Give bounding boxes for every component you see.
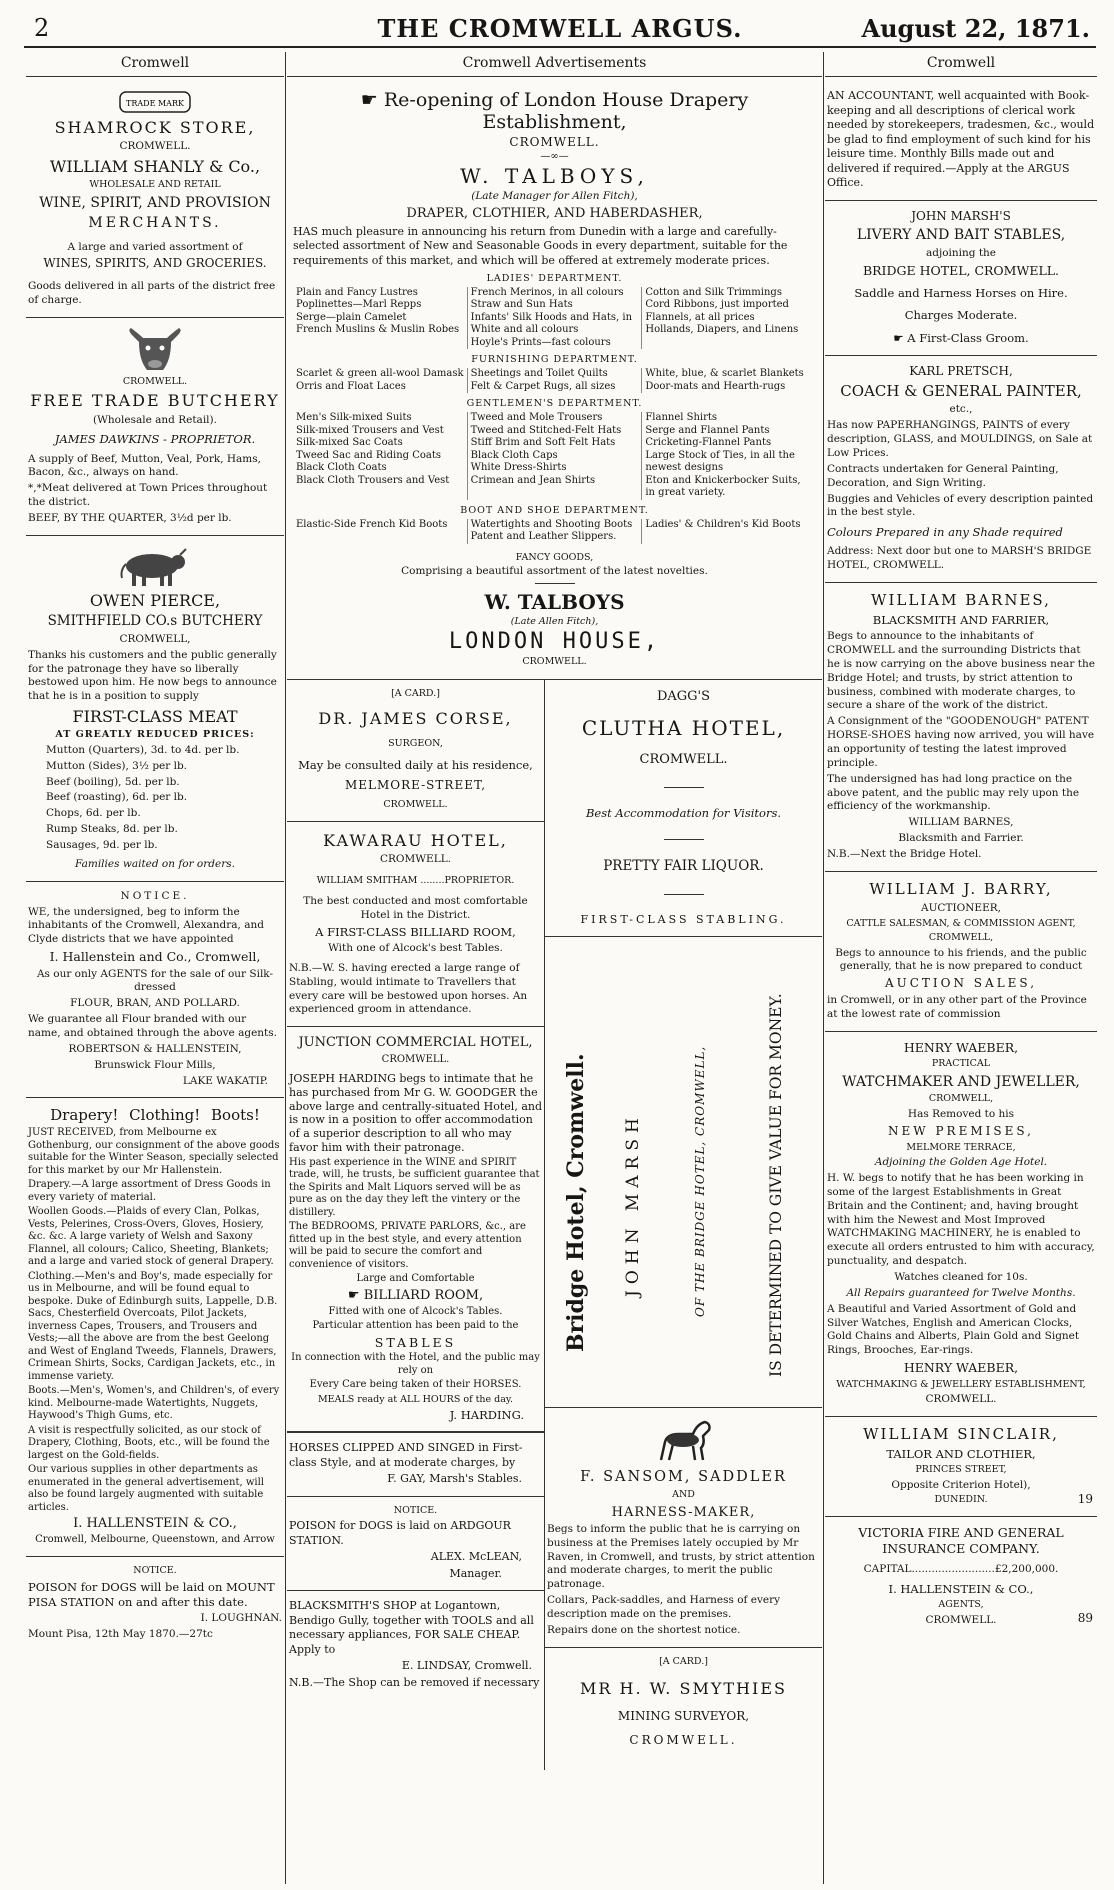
junction-tables: Fitted with one of Alcock's Tables. [328, 1305, 503, 1317]
butchery-supply: A supply of Beef, Mutton, Veal, Pork, Hams, Bacon, &c., always on hand. [28, 452, 261, 479]
ad-number: 19 [1077, 1492, 1093, 1507]
blacksmith-signature: E. LINDSAY, Cromwell. [401, 1659, 532, 1673]
barnes-consign: A Consignment of the "GOODENOUGH" PATENT HORSE-SHOES having now arrived, you will have an opportunity of testing the latest improved principle. [827, 715, 1095, 769]
pretsch-title: COACH & GENERAL PAINTER, [840, 381, 1082, 400]
furnishing-col: Sheetings and Toilet Quilts Felt & Carpet Rugs, all sizes [467, 368, 642, 393]
barry-auctioneer-ad [825, 872, 1097, 1032]
pretsch-body: Has now PAPERHANGINGS, PAINTS of every description, GLASS, and MOULDINGS, on Sale at Low Prices. [827, 419, 1093, 459]
price-line: Mutton (Sides), 3½ per lb. [46, 759, 188, 772]
smithfield-title: SMITHFIELD CO.s BUTCHERY [47, 613, 263, 630]
clutha-title: CLUTHA HOTEL, [581, 716, 786, 741]
junction-meals: MEALS ready at ALL HOURS of the day. [317, 1393, 514, 1405]
corse-role: SURGEON, [388, 737, 443, 749]
horse-icon [649, 1416, 719, 1466]
waeber-premises: NEW PREMISES, [888, 1123, 1034, 1138]
barnes-signature-role: Blacksmith and Farrier. [898, 832, 1024, 845]
price-line: Chops, 6d. per lb. [46, 807, 141, 820]
marsh-groom-label: A First-Class Groom. [907, 330, 1029, 345]
sinclair-tailor-ad [825, 1417, 1097, 1517]
accountant-ad [825, 81, 1097, 201]
barnes-body: Begs to announce to the inhabitants of CROMWELL and the surrounding Districts that he is now carrying on the above business near the Bridge Hotel; and trusts, by strict attention to business, combined with moderate charges, to secure a share of the work of the district. [827, 630, 1095, 712]
furnishing-dept-list [293, 368, 816, 393]
flour-notice-guarantee: We guarantee all Flour branded with our name, and obtained through the above agents. [28, 1013, 277, 1040]
london-intro: HAS much pleasure in announcing his return from Dunedin with a large and carefully-selected assortment of New and Seasonable Goods in every department, suitable for the requirements of this market, and which will be offered at extremely moderate prices. [293, 225, 788, 267]
junction-signature: J. HARDING. [449, 1407, 524, 1422]
divider [535, 583, 575, 584]
smythies-card-ad [545, 1648, 822, 1758]
shamrock-store-ad [26, 81, 284, 318]
waeber-practical: PRACTICAL [931, 1058, 991, 1070]
waeber-name: HENRY WAEBER, [903, 1039, 1019, 1055]
bottle-label-icon [118, 89, 192, 115]
furnishing-col: Scarlet & green all-wool Damask Orris and Float Laces [296, 368, 464, 392]
drapery-banner: Drapery! Clothing! Boots! [50, 1106, 260, 1125]
smithfield-town: CROMWELL, [119, 632, 191, 645]
victoria-title: VICTORIA FIRE AND GENERAL INSURANCE COMPANY. [858, 1524, 1064, 1557]
sansom-saddler-ad [545, 1408, 822, 1648]
butchery-town: CROMWELL. [122, 375, 188, 387]
waeber-body: H. W. begs to notify that he has been working in some of the largest Establishments in Great Britain and the Continent; and, having brought with him the Newest and Most Improved WATCHMAKING MACHINERY, he is enabled to execute all orders entrusted to him with accuracy, punctuality, and despatch. [827, 1171, 1095, 1268]
kawarau-hotel-ad [287, 822, 544, 1028]
london-house-headline [293, 89, 816, 133]
shamrock-trade: WHOLESALE AND RETAIL [89, 179, 221, 191]
shamrock-title: SHAMROCK STORE, [54, 118, 256, 137]
junction-stables: STABLES [374, 1334, 457, 1350]
pointing-hand-icon: ☛ [360, 89, 378, 111]
right-column-heading: Cromwell [825, 52, 1097, 77]
flour-notice-place: LAKE WAKATIP. [182, 1074, 268, 1087]
gay-signature: F. GAY, Marsh's Stables. [387, 1472, 522, 1486]
ardgour-role: Manager. [449, 1566, 502, 1580]
price-line: Beef (boiling), 5d. per lb. [46, 775, 180, 788]
hallenstein-drapery-ad [26, 1098, 284, 1557]
shamrock-delivery: Goods delivered in all parts of the district free of charge. [28, 280, 276, 307]
junction-connection: In connection with the Hotel, and the public may rely on [291, 1352, 540, 1376]
junction-town: CROMWELL. [381, 1053, 450, 1065]
corse-body: May be consulted daily at his residence, [298, 758, 533, 773]
ladies-dept-list [293, 287, 816, 350]
accountant-body: AN ACCOUNTANT, well acquainted with Book-keeping and all descriptions of clerical work needed by storekeepers, tradesmen, &c., would be glad to find employment of such kind for his leisure time. Monthly Bills made out and delivered if required.—Apply at the ARGUS Office. [827, 89, 1095, 190]
divider [664, 839, 704, 840]
marsh-stables-ad [825, 201, 1097, 356]
barry-role: AUCTIONEER, [921, 901, 1001, 914]
gentlemen-dept-list [293, 412, 816, 500]
shamrock-town: CROMWELL. [119, 140, 191, 153]
waeber-watchmaker-ad [825, 1032, 1097, 1417]
pointing-hand-icon: ☛ [347, 1287, 360, 1303]
pretsch-colours: Colours Prepared in any Shade required [827, 525, 1063, 540]
junction-wine: His past experience in the WINE and SPIRIT trade, will, he trusts, be sufficient guarantee that the Spirits and Malt Liquors served will be as pure as on the day they left the vintery or the distillery. [289, 1156, 540, 1218]
smithfield-families: Families waited on for orders. [75, 857, 235, 870]
price-line: Sausages, 9d. per lb. [46, 838, 158, 851]
barnes-blacksmith-ad [825, 583, 1097, 872]
clutha-liquor: PRETTY FAIR LIQUOR. [603, 857, 764, 874]
smithfield-body: Thanks his customers and the public generally for the patronage they have so liberally bestowed upon him. He now begs to announce that he is in a position to supply [28, 648, 277, 703]
marsh-charges: Charges Moderate. [904, 308, 1018, 323]
gentlemen-col: Flannel Shirts Serge and Flannel Pants Cricketing-Flannel Pants Large Stock of Ties, in all the newest designs Eton and Knickerbocker Suits, in great variety. [641, 412, 816, 500]
flour-notice-ad [26, 882, 284, 1099]
kawarau-title: KAWARAU HOTEL, [323, 830, 508, 850]
london-house-town: CROMWELL. [522, 655, 587, 667]
victoria-agent: I. HALLENSTEIN & CO., [888, 1581, 1034, 1596]
smithfield-name: OWEN PIERCE, [89, 590, 221, 610]
corse-card-label: [A CARD.] [391, 687, 440, 699]
butchery-meat: *,*Meat delivered at Town Prices throughout the district. [28, 482, 268, 509]
ardgour-name: ALEX. McLEAN, [430, 1550, 522, 1564]
corse-town: CROMWELL. [383, 799, 448, 811]
bridge-value: IS DETERMINED TO GIVE VALUE FOR MONEY. [767, 993, 785, 1378]
clutha-owner: DAGG'S [656, 688, 711, 704]
price-line: Mutton (Quarters), 3d. to 4d. per lb. [46, 743, 240, 756]
kawarau-body: The best conducted and most comfortable Hotel in the District. [303, 895, 528, 921]
sinclair-town: DUNEDIN. [934, 1494, 988, 1506]
sinclair-opposite: Opposite Criterion Hotel), [891, 1478, 1031, 1491]
london-late: (Late Manager for Allen Fitch), [471, 190, 638, 202]
waeber-adjoining: Adjoining the Golden Age Hotel. [874, 1156, 1048, 1169]
kawarau-prop: WILLIAM SMITHAM ........PROPRIETOR. [316, 874, 515, 886]
drapery-firm: I. HALLENSTEIN & CO., [73, 1516, 237, 1532]
price-line: Rump Steaks, 8d. per lb. [46, 823, 178, 836]
pretsch-name: KARL PRETSCH, [909, 363, 1013, 378]
pisa-notice-name: I. LOUGHNAN. [200, 1611, 282, 1624]
shamrock-merchants-1: WINE, SPIRIT, AND PROVISION [39, 194, 271, 211]
kawarau-town: CROMWELL. [379, 852, 452, 865]
junction-hotel-ad [287, 1027, 544, 1432]
sansom-repairs: Repairs done on the shortest notice. [547, 1623, 741, 1636]
drapery-drapery: Drapery.—A large assortment of Dress Goods in every variety of material. [28, 1179, 271, 1203]
bull-icon [118, 544, 192, 588]
gentlemen-col: Men's Silk-mixed Suits Silk-mixed Trousers and Vest Silk-mixed Sac Coats Tweed Sac and Riding Coats Black Cloth Coats Black Cloth Trousers and Vest [296, 412, 450, 486]
sinclair-title: WILLIAM SINCLAIR, [863, 1425, 1059, 1444]
smithfield-meat: FIRST-CLASS MEAT [72, 707, 238, 727]
flourish-icon: —∞— [540, 151, 569, 162]
corse-card-ad [287, 680, 544, 822]
furnishing-col: White, blue, & scarlet Blankets Door-mats and Hearth-rugs [641, 368, 816, 393]
waeber-terrace: MELMORE TERRACE, [906, 1141, 1016, 1153]
barnes-undersigned: The undersigned has had long practice on the above patent, and the public may rely upon the efficiency of the workmanship. [827, 772, 1080, 813]
shamrock-stock-1: A large and varied assortment of [67, 240, 243, 253]
flour-notice-products: FLOUR, BRAN, AND POLLARD. [70, 997, 240, 1010]
ardgour-body: POISON for DOGS is laid on ARDGOUR STATION. [289, 1519, 511, 1547]
pisa-notice-body: POISON for DOGS will be laid on MOUNT PISA STATION on and after this date. [28, 1579, 275, 1609]
ardgour-notice-ad [287, 1497, 544, 1592]
smithfield-reduced: AT GREATLY REDUCED PRICES: [55, 729, 255, 741]
barnes-signature: WILLIAM BARNES, [908, 816, 1014, 829]
pretsch-contracts: Contracts undertaken for General Painting, Decoration, and Sign Writing. [827, 462, 1059, 489]
butchery-proprietor: JAMES DAWKINS - PROPRIETOR. [54, 432, 256, 447]
junction-rooms: The BEDROOMS, PRIVATE PARLORS, &c., are fitted up in the best style, and every attention will be paid to secure the comfort and convenience of visitors. [289, 1221, 526, 1270]
fancy-goods-title: FANCY GOODS, [515, 551, 594, 563]
bridge-of-hotel: OF THE BRIDGE HOTEL, CROMWELL, [693, 1045, 707, 1318]
flour-notice-mills: Brunswick Flour Mills, [94, 1058, 216, 1071]
barnes-nb: N.B.—Next the Bridge Hotel. [827, 848, 982, 861]
victoria-town: CROMWELL. [925, 1613, 997, 1626]
masthead [24, 10, 1096, 48]
smythies-role: MINING SURVEYOR, [617, 1709, 750, 1724]
barnes-title: WILLIAM BARNES, [871, 591, 1051, 610]
middle-column-heading: Cromwell Advertisements [287, 52, 822, 77]
middle-left-subcolumn [287, 680, 545, 1770]
sansom-title: F. SANSOM, SADDLER [580, 1469, 787, 1486]
victoria-agents: AGENTS, [938, 1598, 984, 1610]
gay-body: HORSES CLIPPED AND SINGED in First-class Style, and at moderate charges, by [289, 1441, 523, 1469]
pretsch-etc: etc., [949, 403, 973, 416]
clutha-town: CROMWELL. [639, 752, 728, 768]
divider [664, 894, 704, 895]
barry-sub: CATTLE SALESMAN, & COMMISSION AGENT, [846, 917, 1076, 929]
junction-title: JUNCTION COMMERCIAL HOTEL, [298, 1035, 533, 1051]
junction-particular: Particular attention has been paid to the [312, 1320, 519, 1332]
shamrock-merchants-2: MERCHANTS. [88, 215, 222, 232]
pisa-dogs-notice [26, 1557, 284, 1651]
pretsch-buggies: Buggies and Vehicles of every description painted in the best style. [827, 492, 1094, 519]
boot-col: Elastic-Side French Kid Boots [296, 518, 448, 530]
junction-large: Large and Comfortable [356, 1273, 475, 1285]
london-signature: W. TALBOYS [484, 589, 625, 614]
bridge-hotel-name: Bridge Hotel, Cromwell. [563, 1053, 589, 1353]
ox-head-icon [125, 326, 185, 374]
junction-care: Every Care being taken of their HORSES. [309, 1379, 522, 1391]
london-town: CROMWELL. [509, 135, 600, 149]
blacksmith-nb: N.B.—The Shop can be removed if necessary [289, 1675, 540, 1689]
newspaper-title: THE CROMWELL ARGUS. [377, 14, 743, 43]
gentlemen-col: Tweed and Mole Trousers Tweed and Stitched-Felt Hats Stiff Brim and Soft Felt Hats Black Cloth Caps White Dress-Shirts Crimean and Jean Shirts [467, 412, 642, 500]
middle-subcolumns [287, 679, 822, 1770]
shamrock-owner: WILLIAM SHANLY & Co., [49, 156, 261, 176]
smythies-card-label: [A CARD.] [659, 1655, 708, 1667]
ladies-dept-title: LADIES' DEPARTMENT. [486, 272, 623, 284]
furnishing-dept-title: FURNISHING DEPARTMENT. [471, 354, 638, 366]
marsh-adjoining: adjoining the [925, 246, 997, 259]
drapery-visit: A visit is respectfully solicited, as our stock of Drapery, Clothing, Boots, etc., will be found the largest on the Gold-fields. [28, 1424, 270, 1461]
column-rule-1 [285, 52, 286, 1884]
barnes-trade: BLACKSMITH AND FARRIER, [872, 612, 1050, 627]
butchery-subtitle: (Wholesale and Retail). [93, 413, 217, 426]
marsh-owner: JOHN MARSH'S [911, 208, 1011, 223]
pointing-hand-icon: ☛ [893, 330, 904, 345]
drapery-towns: Cromwell, Melbourne, Queenstown, and Arrow [35, 1534, 275, 1546]
drapery-intro: JUST RECEIVED, from Melbourne ex Gothenburg, our consignment of the above goods suitable for the Winter Season, specially selected for this market by our Mr Hallenstein. [28, 1127, 280, 1176]
marsh-hotel: BRIDGE HOTEL, CROMWELL. [862, 262, 1060, 278]
clutha-accom: Best Accommodation for Visitors. [585, 805, 782, 820]
flour-notice-firm: ROBERTSON & HALLENSTEIN, [68, 1042, 242, 1055]
ardgour-title: NOTICE. [393, 1504, 438, 1516]
pisa-notice-title: NOTICE. [133, 1564, 177, 1576]
waeber-signature-town: CROMWELL. [925, 1393, 997, 1406]
sinclair-street: PRINCES STREET, [915, 1464, 1007, 1476]
corse-street: MELMORE-STREET, [344, 778, 487, 793]
waeber-assortment: A Beautiful and Varied Assortment of Gold and Silver Watches, English and American Clocks, Gold Chains and Alberts, Plain Gold and Signet Rings, Brooches, Ear-rings. [827, 1302, 1080, 1357]
left-column [26, 52, 284, 1884]
clutha-stabling: FIRST-CLASS STABLING. [580, 912, 787, 926]
kawarau-tables: With one of Alcock's best Tables. [328, 941, 503, 954]
butchery-title: FREE TRADE BUTCHERY [30, 391, 280, 411]
sansom-body: Begs to inform the public that he is carrying on business at the Premises lately occupied by Mr Raven, in Cromwell, and trusts, by strict attention and moderate charges, to merit the public patronage. [547, 1522, 815, 1591]
marsh-title: LIVERY AND BAIT STABLES, [856, 227, 1066, 244]
barry-sales: AUCTION SALES, [884, 976, 1038, 991]
price-line: Beef (roasting), 6d. per lb. [46, 791, 188, 804]
ladies-col: French Merinos, in all colours Straw and Sun Hats Infants' Silk Hoods and Hats, in White and all colours Hoyle's Prints—fast colours [467, 287, 642, 350]
junction-intro: JOSEPH HARDING begs to intimate that he has purchased from Mr G. W. GOODGER the above large and centrally-situated Hotel, and is now in a position to offer accommodation of a superior description to all who may favor him with their patronage. [289, 1072, 542, 1154]
pretsch-address: Address: Next door but one to MARSH'S BRIDGE HOTEL, CROMWELL. [827, 545, 1092, 572]
corse-name: DR. JAMES CORSE, [318, 709, 513, 729]
ladies-col: Cotton and Silk Trimmings Cord Ribbons, just imported Flannels, at all prices Hollands, Diapers, and Linens [641, 287, 816, 350]
middle-right-subcolumn [545, 680, 822, 1770]
butchery-beef: BEEF, BY THE QUARTER, 3½d per lb. [28, 512, 232, 525]
pretsch-painter-ad [825, 356, 1097, 583]
trade-mark-label: TRADE MARK [126, 99, 184, 108]
smythies-town: CROMWELL. [629, 1733, 738, 1748]
waeber-town: CROMWELL, [928, 1093, 994, 1105]
london-trade: DRAPER, CLOTHIER, AND HABERDASHER, [406, 206, 703, 221]
right-column [825, 52, 1097, 1884]
free-trade-butchery-ad [26, 318, 284, 536]
junction-billiard [289, 1288, 542, 1304]
waeber-removed: Has Removed to his [907, 1107, 1015, 1120]
smythies-name: MR H. W. SMYTHIES [580, 1679, 787, 1699]
boot-col: Watertights and Shooting Boots Patent and Leather Slippers. [467, 519, 642, 544]
barry-title: WILLIAM J. BARRY, [869, 879, 1053, 898]
sansom-trade: HARNESS-MAKER, [611, 1504, 756, 1520]
victoria-capital: CAPITAL.........................£2,200,000. [863, 1562, 1059, 1575]
waeber-repairs: All Repairs guaranteed for Twelve Months. [846, 1286, 1076, 1299]
waeber-cleaned: Watches cleaned for 10s. [894, 1271, 1028, 1283]
gay-stables-ad [287, 1432, 544, 1497]
blacksmith-shop-ad [287, 1591, 544, 1699]
ad-number: 89 [1077, 1610, 1093, 1625]
sansom-collars: Collars, Pack-saddles, and Harness of every description made on the premises. [547, 1594, 781, 1621]
drapery-boots: Boots.—Men's, Women's, and Children's, of every kind. Melbourne-made Watertights, Nuggets, Haywood's Thigh Gums, etc. [28, 1385, 280, 1422]
gentlemen-dept-title: GENTLEMEN'S DEPARTMENT. [466, 398, 643, 410]
marsh-hire: Saddle and Harness Horses on Hire. [854, 286, 1068, 301]
barry-where: in Cromwell, or in any other part of the Province at the lowest rate of commission [827, 994, 1087, 1021]
boot-col: Ladies' & Children's Kid Boots [641, 519, 816, 544]
london-house-name: LONDON HOUSE, [448, 628, 661, 654]
junction-billiard-label: BILLIARD ROOM, [363, 1287, 484, 1303]
issue-date: August 22, 1871. [861, 14, 1090, 43]
left-column-heading: Cromwell [26, 52, 284, 77]
flour-notice-body: WE, the undersigned, beg to inform the inhabitants of the Cromwell, Alexandra, and Clyde districts that we have appointed [28, 905, 264, 946]
blacksmith-body: BLACKSMITH'S SHOP at Logantown, Bendigo Gully, together with TOOLS and all necessary appliances, FOR SALE CHEAP. Apply to [289, 1599, 534, 1656]
drapery-clothing: Clothing.—Men's and Boy's, made especially for us in Melbourne, and will be found equal to bespoke. Duke of Edinburgh suits, Lappelle, D.B. Sacs, Chesterfield Overcoats, Pilot Jackets, inverness Capes, Trousers, and Trousers and Vests;—all the above are from the best Geelong and West of England Tweeds, Flannels, Drawers, Crimean Shirts, Socks, Cardigan Jackets, etc., in immense variety. [28, 1270, 278, 1382]
drapery-supplies: Our various supplies in other departments as enumerated in the general advertisement, will also be found largely augmented with suitable articles. [28, 1464, 264, 1513]
ladies-col: Plain and Fancy Lustres Poplinettes—Marl Repps Serge—plain Camelet French Muslins & Muslin Robes [296, 286, 460, 336]
boot-dept-title: BOOT AND SHOE DEPARTMENT. [460, 504, 649, 516]
clutha-hotel-ad [545, 680, 822, 937]
victoria-insurance-ad [825, 1517, 1097, 1636]
flour-notice-title: NOTICE. [120, 889, 190, 902]
flour-notice-agents-body: As our only AGENTS for the sale of our Silk-dressed [36, 967, 274, 994]
middle-column [287, 52, 822, 1884]
page-number: 2 [34, 14, 50, 42]
barry-body: Begs to announce to his friends, and the public generally, that he is now prepared to conduct [835, 946, 1087, 973]
london-owner: W. TALBOYS, [460, 164, 649, 188]
sinclair-trade: TAILOR AND CLOTHIER, [886, 1446, 1036, 1461]
smithfield-butchery-ad [26, 536, 284, 882]
kawarau-nb: N.B.—W. S. having erected a large range of Stabling, would intimate to Travellers that every care will be bestowed upon horses. An experienced groom in attendance. [289, 961, 528, 1016]
london-house-ad [287, 81, 822, 673]
column-rule-2 [823, 52, 824, 1884]
london-title: Re-opening of London House Drapery Establishment, [383, 89, 749, 133]
flour-notice-agents: I. Hallenstein and Co., Cromwell, [49, 949, 261, 965]
smithfield-price-list [28, 744, 282, 853]
waeber-establishment: WATCHMAKING & JEWELLERY ESTABLISHMENT, [836, 1378, 1086, 1390]
marsh-groom [827, 331, 1095, 346]
boot-dept-list [293, 519, 816, 544]
waeber-title: WATCHMAKER AND JEWELLER, [842, 1073, 1080, 1090]
bridge-owner: JOHN MARSH [623, 1112, 643, 1298]
london-signature-late: (Late Allen Fitch), [510, 615, 599, 627]
waeber-signature: HENRY WAEBER, [903, 1360, 1019, 1376]
shamrock-stock-2: WINES, SPIRITS, AND GROCERIES. [43, 256, 267, 271]
kawarau-billiard: A FIRST-CLASS BILLIARD ROOM, [315, 924, 516, 939]
divider [664, 787, 704, 788]
drapery-woollen: Woollen Goods.—Plaids of every Clan, Polkas, Vests, Pelerines, Cross-Overs, Gloves, Hosiery, &c. &c. A large variety of Welsh and Saxony Flannel, all colours; Calico, Sheeting, Blankets; and a large and varied stock of general Drapery. [28, 1206, 274, 1268]
fancy-goods-body: Comprising a beautiful assortment of the latest novelties. [401, 564, 708, 577]
sansom-and: AND [672, 1489, 695, 1501]
pisa-notice-date: Mount Pisa, 12th May 1870.—27tc [28, 1627, 213, 1640]
barry-town: CROMWELL, [928, 932, 994, 944]
bridge-hotel-vertical-ad [545, 937, 822, 1408]
